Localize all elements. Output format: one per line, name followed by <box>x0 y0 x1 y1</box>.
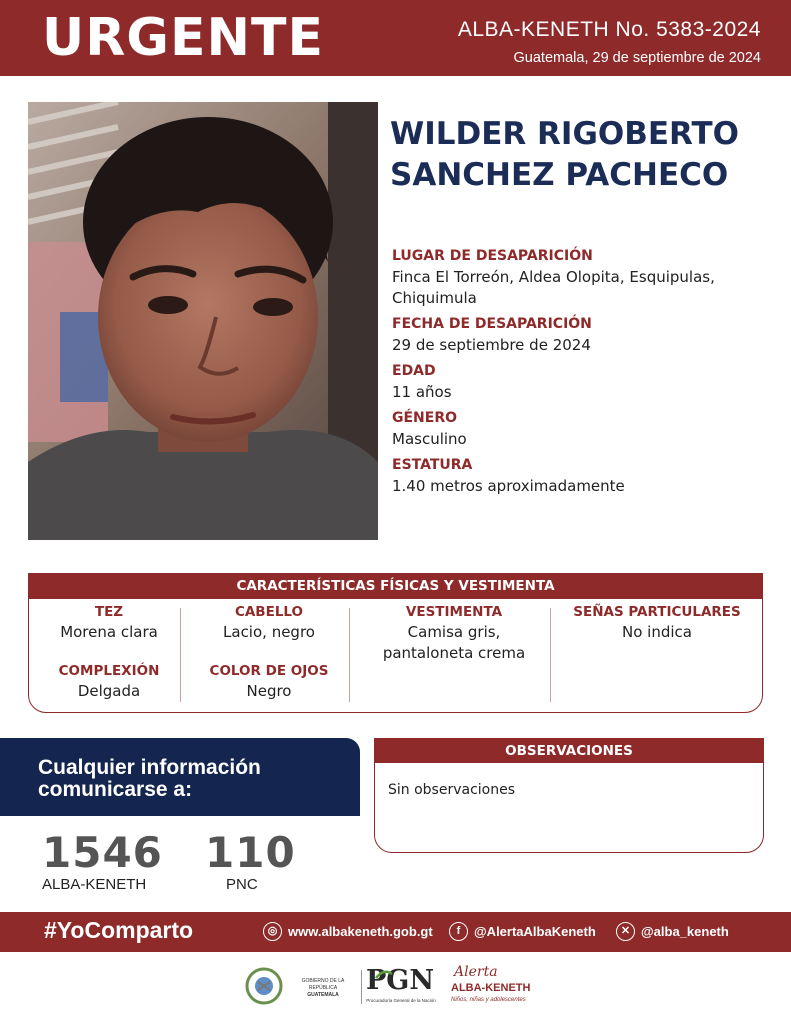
guatemala-line2: GUATEMALA <box>307 992 339 998</box>
alerta-logo-word: Alerta <box>454 964 498 980</box>
facebook-icon: f <box>449 922 468 941</box>
phone-number-pnc[interactable]: 110 <box>205 828 296 877</box>
detail-label-place: LUGAR DE DESAPARICIÓN <box>392 248 593 264</box>
alba-keneth-subtitle: Niños, niñas y adolescentes <box>451 997 526 1003</box>
hashtag: #YoComparto <box>44 917 194 943</box>
characteristics-title: CARACTERÍSTICAS FÍSICAS Y VESTIMENTA <box>29 574 762 599</box>
x-twitter-icon: ✕ <box>616 922 635 941</box>
column-divider <box>349 608 350 702</box>
label-cabello: CABELLO <box>234 604 304 620</box>
detail-value-gender: Masculino <box>392 430 467 448</box>
contact-text <box>38 757 338 801</box>
observations-text: Sin observaciones <box>388 782 516 798</box>
pgn-subtitle: Procuraduría General de la Nación <box>366 998 436 1003</box>
observations-title: OBSERVACIONES <box>375 739 763 763</box>
detail-value-height: 1.40 metros aproximadamente <box>392 477 625 495</box>
detail-label-gender: GÉNERO <box>392 410 458 426</box>
value-complexion: Delgada <box>77 682 141 700</box>
twitter-link[interactable] <box>616 922 729 941</box>
globe-icon: ◎ <box>263 922 282 941</box>
value-vestimenta: Camisa gris, pantaloneta crema <box>382 623 526 662</box>
value-cabello: Lacio, negro <box>223 623 315 641</box>
alert-date: Guatemala, 29 de septiembre de 2024 <box>513 50 761 66</box>
phone-number-alba-keneth[interactable]: 1546 <box>42 828 163 877</box>
detail-label-age: EDAD <box>392 363 436 379</box>
col-hair-eyes <box>189 604 349 702</box>
column-divider <box>550 608 551 702</box>
header-bar <box>0 0 791 76</box>
pgn-logo: PGN <box>365 965 435 996</box>
detail-label-date: FECHA DE DESAPARICIÓN <box>392 316 592 332</box>
label-senas: SEÑAS PARTICULARES <box>573 604 741 620</box>
value-color-ojos: Negro <box>246 682 292 700</box>
contact-line2: comunicarse a: <box>38 778 193 801</box>
logos-row <box>240 962 540 1012</box>
label-color-ojos: COLOR DE OJOS <box>209 663 329 679</box>
guatemala-logo-text <box>288 978 358 999</box>
alba-keneth-logo: ALBA-KENETH <box>451 982 531 994</box>
missing-person-photo <box>28 102 378 540</box>
person-name-line2: SANCHEZ PACHECO <box>390 157 729 193</box>
phone-label-alba-keneth: ALBA-KENETH <box>42 876 147 893</box>
person-name <box>390 114 780 196</box>
person-name-line1: WILDER RIGOBERTO <box>390 116 740 152</box>
urgent-title: URGENTE <box>42 8 324 68</box>
detail-value-date: 29 de septiembre de 2024 <box>392 336 591 354</box>
details-list <box>392 248 782 497</box>
detail-value-age: 11 años <box>392 383 452 401</box>
characteristics-box <box>28 573 763 713</box>
col-clothing <box>359 604 549 664</box>
observations-box <box>374 738 764 853</box>
guatemala-line1: GOBIERNO DE LA REPÚBLICA <box>301 978 345 991</box>
detail-label-height: ESTATURA <box>392 457 473 473</box>
label-tez: TEZ <box>94 604 124 620</box>
pgn-leaf-icon <box>374 970 394 980</box>
value-senas: No indica <box>622 623 692 641</box>
website-link[interactable] <box>263 922 433 941</box>
facebook-text: @AlertaAlbaKeneth <box>474 924 596 939</box>
label-complexion: COMPLEXIÓN <box>58 663 160 679</box>
value-tez: Morena clara <box>60 623 158 641</box>
facebook-link[interactable] <box>449 922 596 941</box>
twitter-text: @alba_keneth <box>641 924 729 939</box>
phone-label-pnc: PNC <box>226 876 258 893</box>
contact-line1: Cualquier información <box>38 756 261 779</box>
col-skin-build <box>39 604 179 702</box>
detail-value-place: Finca El Torreón, Aldea Olopita, Esquipulas, Chiquimula <box>392 268 715 307</box>
col-marks <box>557 604 757 643</box>
label-vestimenta: VESTIMENTA <box>405 604 503 620</box>
website-text: www.albakeneth.gob.gt <box>288 924 433 939</box>
guatemala-coat-of-arms-icon <box>244 966 284 1006</box>
column-divider <box>180 608 181 702</box>
alert-number: ALBA-KENETH No. 5383-2024 <box>457 18 761 41</box>
